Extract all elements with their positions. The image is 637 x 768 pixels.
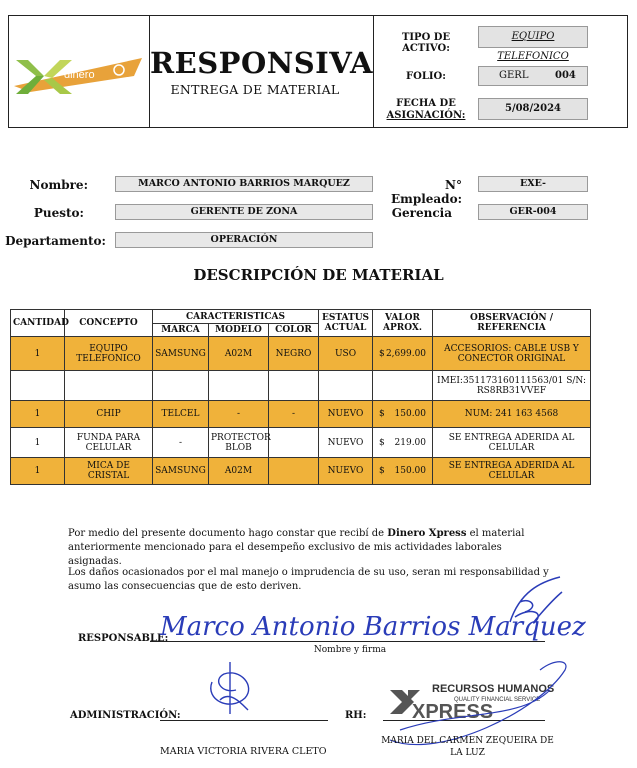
cell-concepto: MICA DE CRISTAL (65, 458, 153, 485)
cell-modelo: A02M (209, 458, 269, 485)
empleado-label: N° Empleado: (390, 178, 462, 206)
svg-text:dinero: dinero (64, 69, 95, 81)
cell-color (269, 458, 319, 485)
rh-name: MARIA DEL CARMEN ZEQUEIRA DE LA LUZ (381, 736, 554, 758)
cell-observacion: SE ENTREGA ADERIDA AL CELULAR (433, 428, 591, 458)
cell-cantidad: 1 (11, 401, 65, 428)
valor-amount: 150.00 (394, 409, 427, 419)
table-row (11, 458, 591, 485)
puesto-field: GERENTE DE ZONA (115, 204, 373, 220)
header-divider (373, 16, 374, 127)
puesto-label: Puesto: (33, 206, 84, 220)
paragraph-receipt-end: el material anteriormente mencionado para el desempeño exclusivo de mis actividades laborales asignadas. (68, 528, 525, 567)
cell-valor (373, 337, 433, 371)
col-header-modelo: MODELO (209, 324, 269, 337)
folio-value (478, 66, 588, 86)
paragraph-receipt (68, 527, 558, 569)
estatus-line2: ACTUAL (324, 323, 367, 333)
nombre-label: Nombre: (29, 178, 88, 192)
departamento-field: OPERACIÓN (115, 232, 373, 248)
cell-concepto: CHIP (65, 401, 153, 428)
folio-prefix: GERL (499, 70, 529, 81)
material-table (10, 309, 591, 485)
cell-concepto (65, 371, 153, 401)
currency-symbol: $ (379, 437, 385, 448)
currency-symbol: $ (379, 466, 385, 476)
folio-label: FOLIO: (406, 71, 446, 82)
signature-scribble (500, 572, 570, 632)
page-title: RESPONSIVA (150, 46, 373, 80)
tipo-activo-value: EQUIPO TELEFONICO (478, 26, 588, 48)
svg-text:QUALITY FINANCIAL SERVICE: QUALITY FINANCIAL SERVICE (454, 697, 541, 703)
estatus-line1: ESTATUS (321, 313, 370, 323)
table-row (11, 401, 591, 428)
col-header-cantidad: CANTIDAD (11, 310, 65, 337)
responsable-signature: Marco Antonio Barrios Marquez (160, 612, 586, 642)
administracion-signature (200, 660, 260, 716)
cell-valor (373, 458, 433, 485)
cell-observacion: SE ENTREGA ADERIDA AL CELULAR (433, 458, 591, 485)
company-name: Dinero Xpress (387, 528, 467, 539)
svg-text:XPRESS: XPRESS (412, 701, 494, 723)
valor-line2: APROX. (383, 323, 423, 333)
administracion-signature-line (160, 720, 328, 721)
cell-modelo (209, 371, 269, 401)
cell-valor (373, 428, 433, 458)
cell-concepto: EQUIPO TELEFONICO (65, 337, 153, 371)
administracion-name: MARIA VICTORIA RIVERA CLETO (160, 746, 327, 757)
empleado-field: EXE- (478, 176, 588, 192)
fecha-asignacion-value: 5/08/2024 (478, 98, 588, 120)
svg-text:RECURSOS HUMANOS: RECURSOS HUMANOS (432, 683, 555, 695)
valor-amount: 150.00 (394, 466, 427, 476)
cell-valor (373, 371, 433, 401)
cell-marca: TELCEL (153, 401, 209, 428)
cell-marca (153, 371, 209, 401)
col-header-color: COLOR (269, 324, 319, 337)
cell-observacion: NUM: 241 163 4568 (433, 401, 591, 428)
cell-marca: - (153, 428, 209, 458)
rh-label: RH: (345, 710, 367, 721)
nombre-firma-caption: Nombre y firma (313, 645, 387, 655)
cell-cantidad (11, 371, 65, 401)
cell-marca: SAMSUNG (153, 337, 209, 371)
administracion-label: ADMINISTRACIÓN: (70, 710, 181, 721)
cell-cantidad: 1 (11, 428, 65, 458)
cell-color: NEGRO (269, 337, 319, 371)
cell-modelo: - (209, 401, 269, 428)
col-header-concepto: CONCEPTO (65, 310, 153, 337)
cell-color (269, 428, 319, 458)
gerencia-label: Gerencia (391, 206, 452, 220)
valor-line1: VALOR (385, 313, 420, 323)
valor-amount: 2,699.00 (385, 348, 427, 359)
tipo-activo-label: TIPO DE ACTIVO: (401, 32, 451, 54)
col-header-observacion: OBSERVACIÓN / REFERENCIA (433, 310, 591, 337)
paragraph-receipt-start: Por medio del presente documento hago constar que recibí de (68, 528, 388, 539)
cell-cantidad: 1 (11, 458, 65, 485)
cell-marca: SAMSUNG (153, 458, 209, 485)
page-subtitle: ENTREGA DE MATERIAL (170, 82, 340, 97)
cell-estatus: NUEVO (319, 428, 373, 458)
table-row (11, 371, 591, 401)
cell-modelo: A02M (209, 337, 269, 371)
col-header-caracteristicas: CARACTERISTICAS (153, 310, 319, 324)
cell-modelo: PROTECTOR BLOB (209, 428, 269, 458)
col-header-marca: MARCA (153, 324, 209, 337)
cell-valor (373, 401, 433, 428)
cell-color: - (269, 401, 319, 428)
folio-number: 004 (555, 70, 576, 81)
cell-concepto: FUNDA PARA CELULAR (65, 428, 153, 458)
dinero-xpress-logo (14, 52, 142, 98)
cell-estatus: USO (319, 337, 373, 371)
cell-observacion: ACCESORIOS: CABLE USB Y CONECTOR ORIGINAL (433, 337, 591, 371)
currency-symbol: $ (379, 348, 385, 359)
responsable-label: RESPONSABLE: (78, 633, 169, 644)
nombre-field: MARCO ANTONIO BARRIOS MARQUEZ (115, 176, 373, 192)
col-header-valor (373, 310, 433, 337)
paragraph-responsibility: Los daños ocasionados por el mal manejo o imprudencia de su uso, seran mi responsabilidad y asumo las consecuencias que de esto deriven. (68, 567, 549, 592)
table-row (11, 337, 591, 371)
cell-estatus: NUEVO (319, 458, 373, 485)
fecha-label-line1: FECHA DE (396, 98, 456, 109)
cell-color (269, 371, 319, 401)
gerencia-field: GER-004 (478, 204, 588, 220)
valor-amount: 219.00 (394, 437, 427, 448)
currency-symbol: $ (379, 409, 385, 419)
fecha-asignacion-label (378, 98, 474, 122)
cell-observacion: IMEI:351173160111563/01 S/N: RS8RB31VVEF (433, 371, 591, 401)
table-row (11, 428, 591, 458)
departamento-label: Departamento: (5, 234, 106, 248)
section-title: DESCRIPCIÓN DE MATERIAL (193, 266, 444, 284)
fecha-label-line2: ASIGNACIÓN: (386, 110, 466, 121)
col-header-estatus (319, 310, 373, 337)
cell-estatus: NUEVO (319, 401, 373, 428)
cell-estatus (319, 371, 373, 401)
cell-cantidad: 1 (11, 337, 65, 371)
